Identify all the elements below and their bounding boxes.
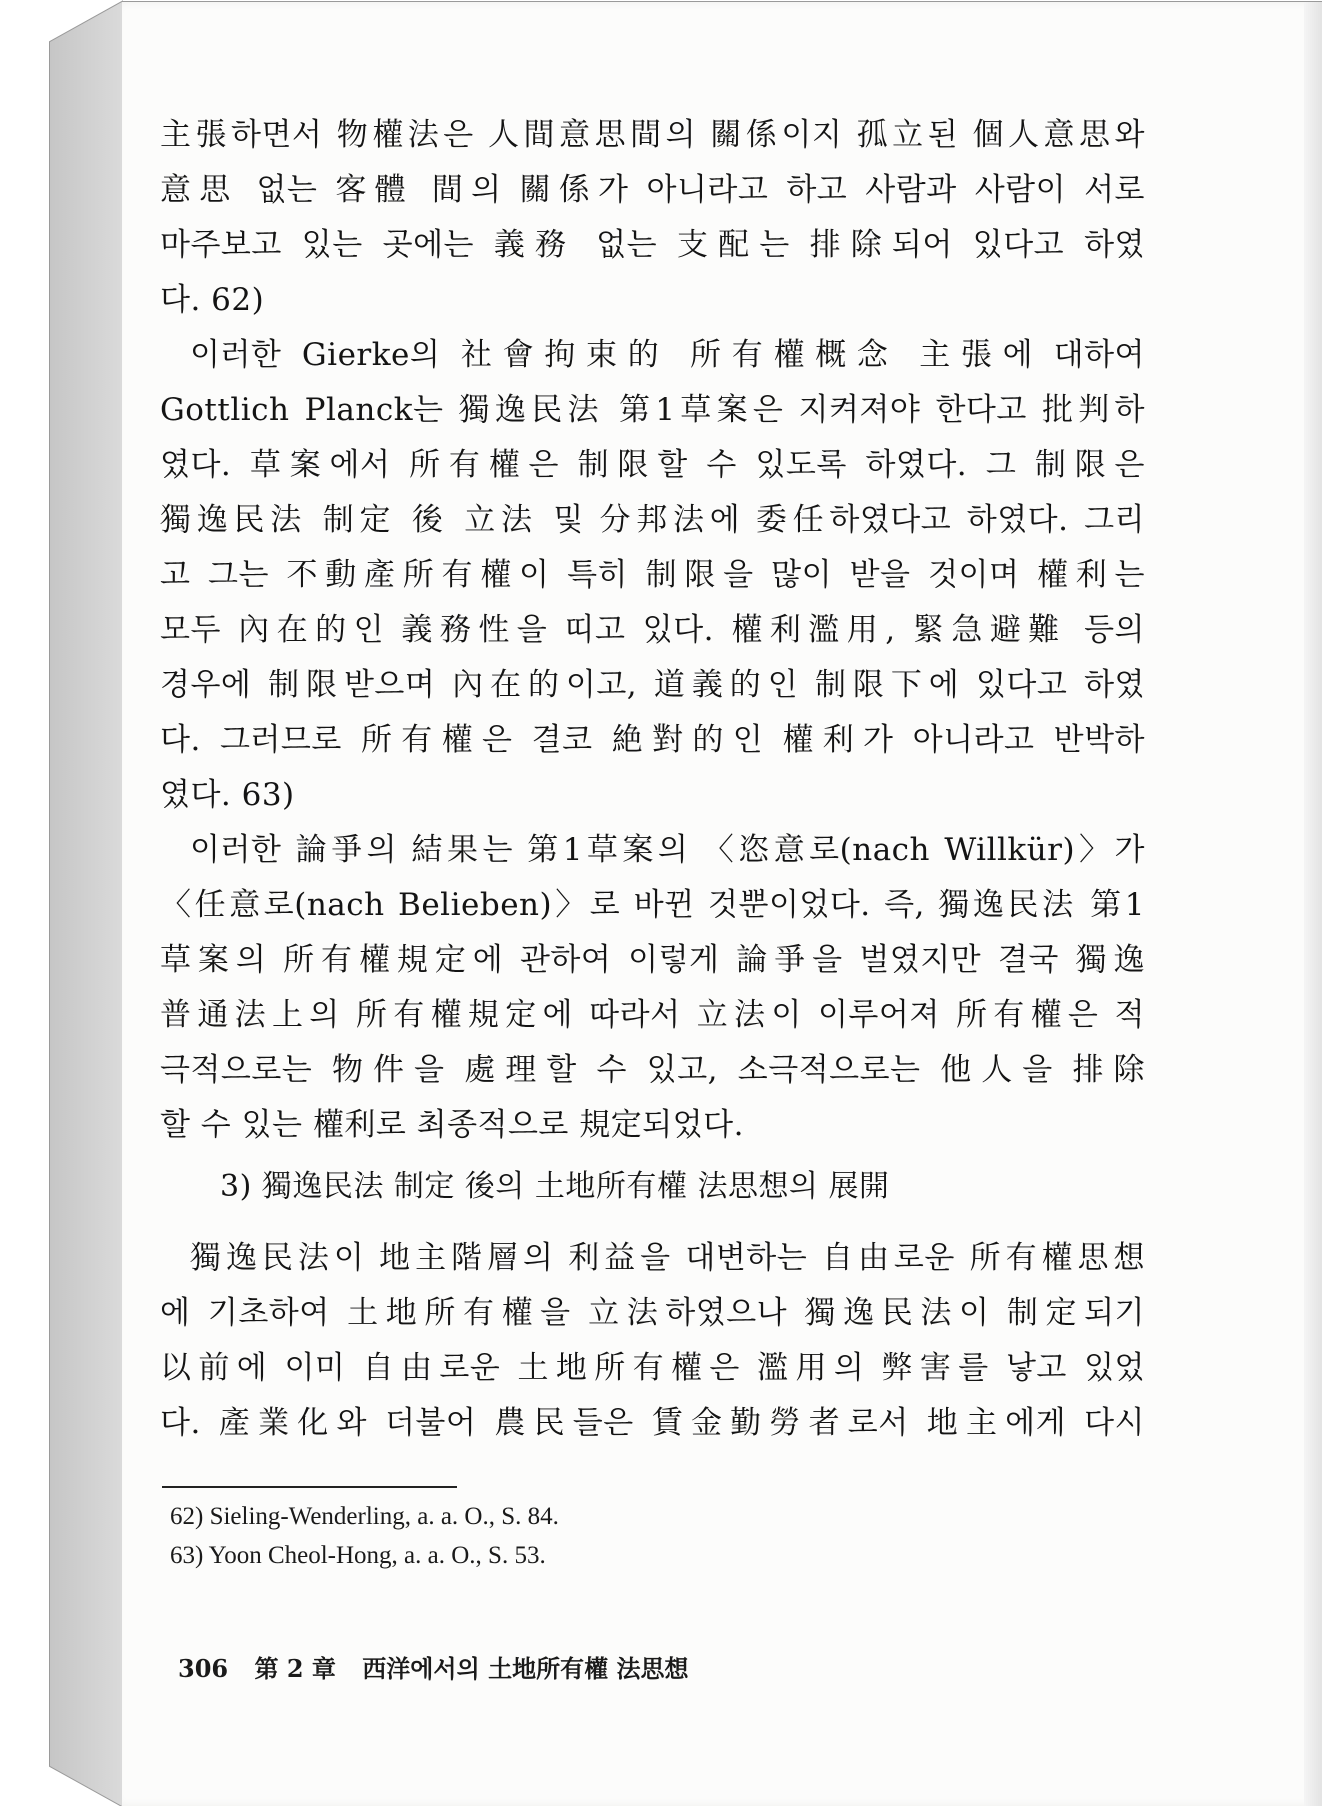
paragraph-line: 意思 없는 客體 間의 關係가 아니라고 하고 사람과 사람이 서로 (160, 172, 1145, 208)
page-footer (178, 1649, 707, 1684)
footnote: 62) Sieling-Wenderling, a. a. O., S. 84. (170, 1503, 559, 1530)
page-number: 306 (178, 1654, 229, 1683)
paragraph-line: 에 기초하여 土地所有權을 立法하였으나 獨逸民法이 制定되기 (160, 1295, 1145, 1331)
section-heading: 3) 獨逸民法 制定 後의 土地所有權 法思想의 展開 (220, 1169, 890, 1204)
paragraph-line: 草案의 所有權規定에 관하여 이렇게 論爭을 벌였지만 결국 獨逸 (160, 942, 1145, 978)
paragraph-line: 다. 그러므로 所有權은 결코 絶對的인 權利가 아니라고 반박하 (160, 722, 1145, 758)
paragraph-line: 마주보고 있는 곳에는 義務 없는 支配는 排除되어 있다고 하였 (160, 227, 1145, 263)
paragraph-line: 모두 內在的인 義務性을 띠고 있다. 權利濫用, 緊急避難 등의 (160, 612, 1145, 648)
paragraph-line: 였다. 63) (160, 777, 295, 813)
paragraph-line: 다. 產業化와 더불어 農民들은 賃金勤勞者로서 地主에게 다시 (160, 1405, 1145, 1441)
paragraph-line: 普通法上의 所有權規定에 따라서 立法이 이루어져 所有權은 적 (160, 997, 1145, 1033)
paragraph-line: 고 그는 不動產所有權이 특히 制限을 많이 받을 것이며 權利는 (160, 557, 1145, 593)
body-text-upper (160, 108, 1145, 1153)
chapter-title: 西洋에서의 土地所有權 法思想 (362, 1654, 689, 1683)
paragraph-line: 극적으로는 物件을 處理할 수 있고, 소극적으로는 他人을 排除 (160, 1052, 1145, 1088)
body-text-lower (160, 1231, 1145, 1451)
paragraph-line: 할 수 있는 權利로 최종적으로 規定되었다. (160, 1107, 744, 1143)
paragraph-line: 다. 62) (160, 282, 265, 318)
paragraph-line: 獨逸民法이 地主階層의 利益을 대변하는 自由로운 所有權思想 (190, 1240, 1145, 1276)
paragraph-line: 였다. 草案에서 所有權은 制限할 수 있도록 하였다. 그 制限은 (160, 447, 1145, 483)
paragraph-line: Gottlich Planck는 獨逸民法 第1草案은 지켜져야 한다고 批判하 (160, 392, 1145, 428)
paragraph-line: 이러한 論爭의 結果는 第1草案의 〈恣意로(nach Willkür)〉가 (190, 832, 1145, 868)
paragraph-line: 以前에 이미 自由로운 土地所有權은 濫用의 弊害를 낳고 있었 (160, 1350, 1145, 1386)
page-edge (1304, 2, 1322, 1806)
footnote: 63) Yoon Cheol-Hong, a. a. O., S. 53. (170, 1542, 546, 1569)
paragraph-line: 경우에 制限받으며 內在的이고, 道義的인 制限下에 있다고 하였 (160, 667, 1145, 703)
paragraph-line: 〈任意로(nach Belieben)〉로 바뀐 것뿐이었다. 즉, 獨逸民法 第1 (160, 887, 1145, 923)
paragraph-line: 이러한 Gierke의 社會拘束的 所有權概念 主張에 대하여 (190, 337, 1145, 373)
footnote-divider (162, 1486, 457, 1488)
paragraph-line: 獨逸民法 制定 後 立法 및 分邦法에 委任하였다고 하였다. 그리 (160, 502, 1145, 538)
footnotes (170, 1497, 559, 1575)
paragraph-line: 主張하면서 物權法은 人間意思間의 關係이지 孤立된 個人意思와 (160, 117, 1145, 153)
chapter-label: 第 2 章 (254, 1654, 336, 1683)
